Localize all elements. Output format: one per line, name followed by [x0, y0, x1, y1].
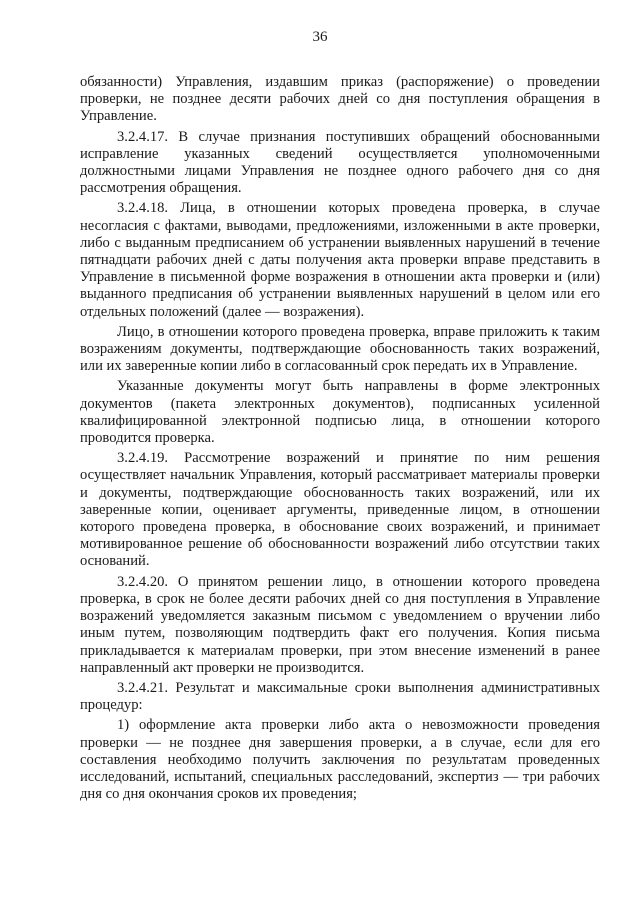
paragraph-3-2-4-20: 3.2.4.20. О принятом решении лицо, в отношении которого проведена проверка, в срок не более десяти рабочих дней со дня поступления в Управление возражений уведомляется заказным письмом с уведомлением о вручении либо иным путем, позволяющим подтвердить факт его получения. Копия письма прикладывается к материалам проверки, при этом внесение изменений в ранее направленный акт проверки не производится. [80, 573, 600, 676]
paragraph-3-2-4-18: 3.2.4.18. Лица, в отношении которых проведена проверка, в случае несогласия с фактами, выводами, предложениями, изложенными в акте проверки, либо с выданным предписанием об устранении выявленных нарушений в течение пятнадцати рабочих дней с даты получения акта проверки вправе представить в Управление в письменной форме возражения в отношении акта проверки и (или) выданного предписания об устранении выявленных нарушений в целом или его отдельных положений (далее — возражения). [80, 200, 600, 320]
paragraph-3-2-4-21: 3.2.4.21. Результат и максимальные сроки выполнения административных процедур: [80, 679, 600, 714]
paragraph-electronic-documents: Указанные документы могут быть направлены в форме электронных документов (пакета электронных документов), подписанных усиленной квалифицированной электронной подписью лица, в отношении которого проводится проверка. [80, 378, 600, 447]
paragraph-continuation: обязанности) Управления, издавшим приказ (распоряжение) о проведении проверки, не позднее десяти рабочих дней со дня поступления обращения в Управление. [80, 74, 600, 125]
page-number: 36 [312, 29, 328, 45]
paragraph-3-2-4-17: 3.2.4.17. В случае признания поступивших обращений обоснованными исправление указанных сведений осуществляется уполномоченными должностными лицами Управления не позднее одного рабочего дня со дня рассмотрения обращения. [80, 128, 600, 197]
list-item-1: 1) оформление акта проверки либо акта о невозможности проведения проверки — не позднее дня завершения проверки, а в случае, если для его составления необходимо получить заключения по результатам проведенных исследований, испытаний, специальных расследований, экспертиз — три рабочих дня со дня окончания сроков их проведения; [80, 717, 600, 803]
paragraph-3-2-4-19: 3.2.4.19. Рассмотрение возражений и принятие по ним решения осуществляет начальник Управления, который рассматривает материалы проверки и документы, подтверждающие обоснованность таких возражений, или их заверенные копии, оценивает аргументы, приведенные лицом, в отношении которого проведена проверка, в обоснование своих возражений, и принимает мотивированное решение об обоснованности возражений либо отсутствии таких оснований. [80, 450, 600, 570]
document-body [80, 74, 600, 806]
paragraph-attach-documents: Лицо, в отношении которого проведена проверка, вправе приложить к таким возражениям документы, подтверждающие обоснованность таких возражений, или их заверенные копии либо в согласованный срок передать их в Управление. [80, 323, 600, 375]
